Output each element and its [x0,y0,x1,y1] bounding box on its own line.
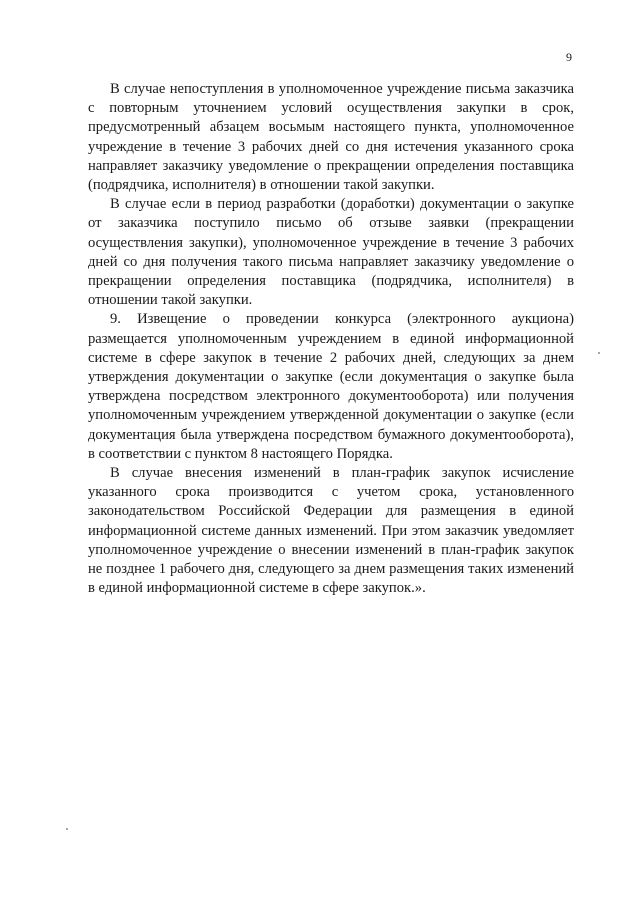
paragraph-4: В случае внесения изменений в план-график закупок исчисление указанного срока производится с учетом срока, установленного законодательством Российской Федерации для размещения в единой информационной системе данных изменений. При этом заказчик уведомляет уполномоченное учреждение о внесении изменений в план-график закупок не позднее 1 рабочего дня, следующего за днем размещения таких изменений в единой информационной системе в сфере закупок.». [88,465,574,597]
paragraph-3: 9. Извещение о проведении конкурса (электронного аукциона) размещается уполномоченным учреждением в единой информационной системе в сфере закупок в течение 2 рабочих дней, следующих за днем утверждения документации о закупке (если документация о закупке была утверждена посредством электронного документооборота) или получения уполномоченным учреждением утвержденной документации о закупке (если документация была утверждена посредством бумажного документооборота), в соответствии с пунктом 8 настоящего Порядка. [88,311,574,462]
paragraph-1: В случае непоступления в уполномоченное учреждение письма заказчика с повторным уточнением условий осуществления закупки в срок, предусмотренный абзацем восьмым настоящего пункта, уполномоченное учреждение в течение 3 рабочих дней со дня истечения указанного срока направляет заказчику уведомление о прекращении определения поставщика (подрядчика, исполнителя) в отношении такой закупки. [88,81,574,194]
page-number: 9 [566,50,572,64]
scan-speck [66,828,68,830]
document-body [88,80,574,598]
paragraph-2: В случае если в период разработки (доработки) документации о закупке от заказчика поступило письмо об отзыве заявки (прекращении осуществления закупки), уполномоченное учреждение в течение 3 рабочих дней со дня получения такого письма направляет заказчику уведомление о прекращении определения поставщика (подрядчика, исполнителя) в отношении такой закупки. [88,196,574,309]
scan-speck [598,352,600,354]
